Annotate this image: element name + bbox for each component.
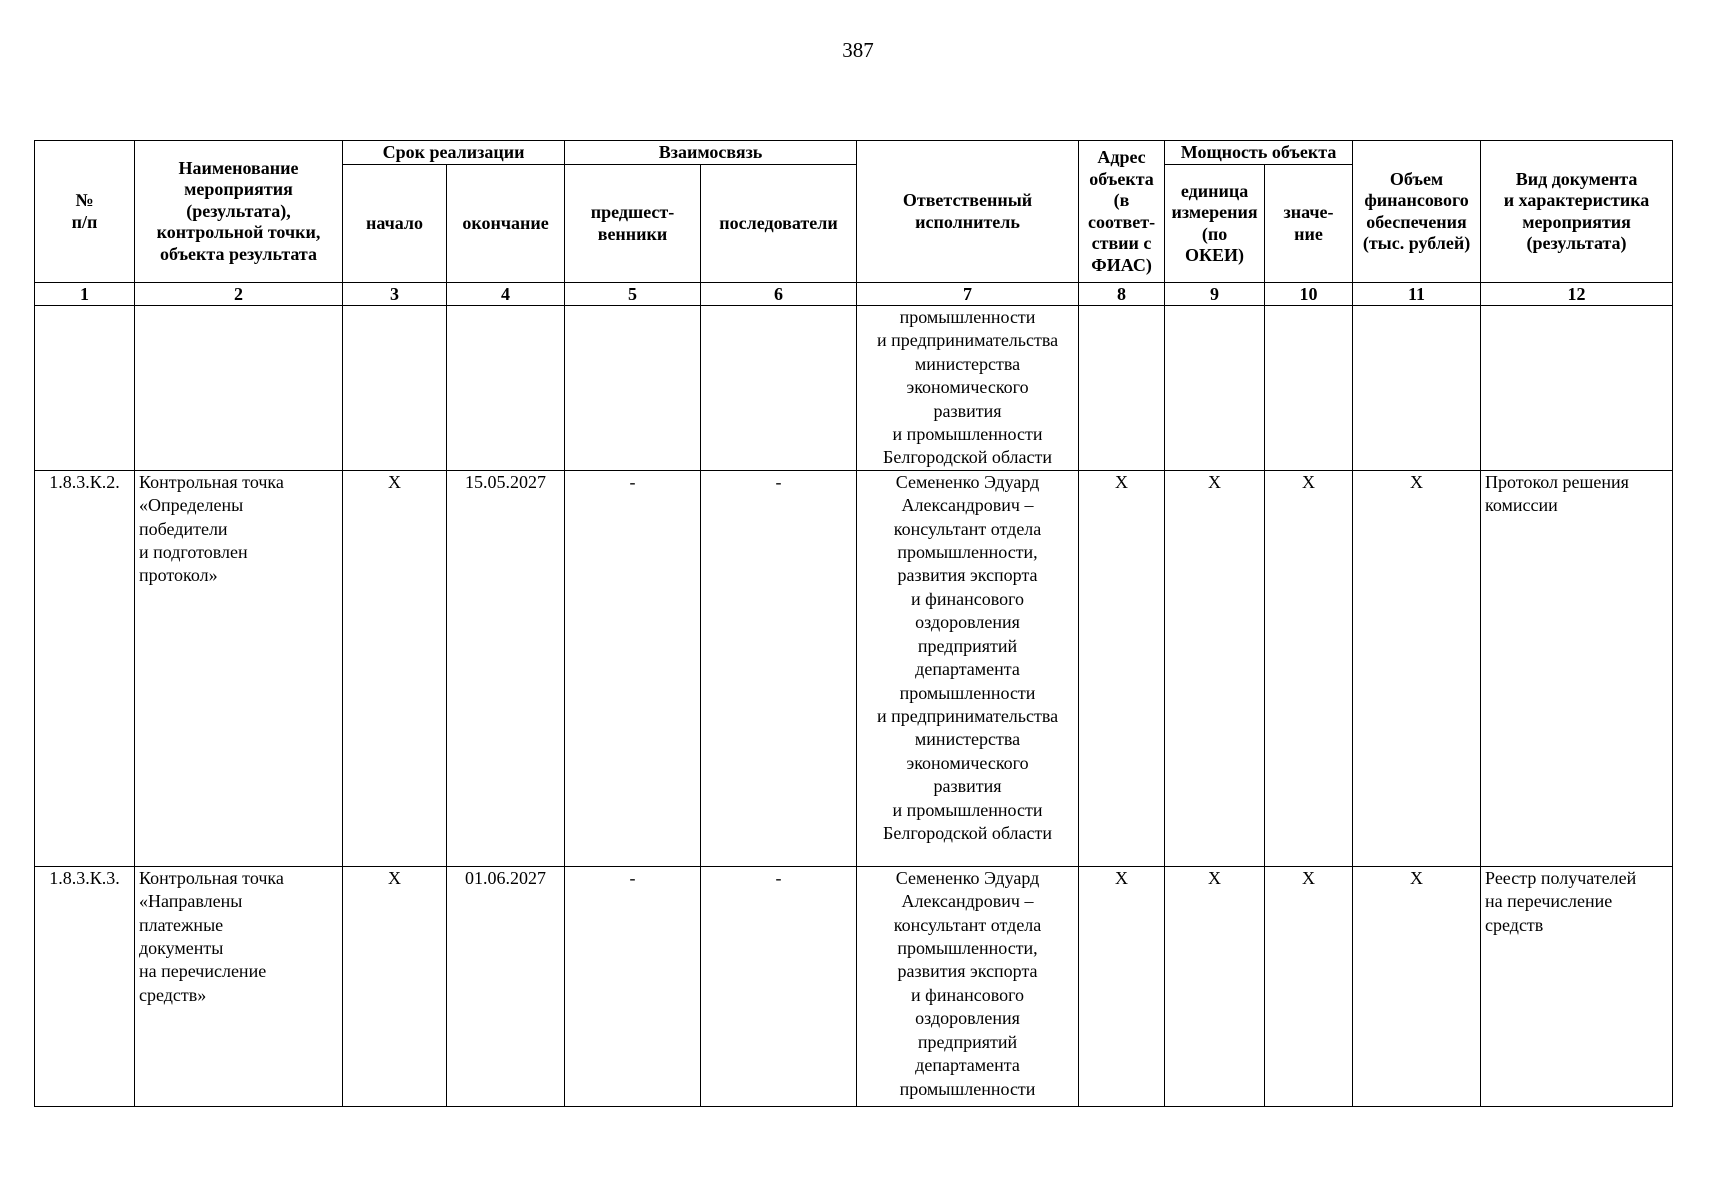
row-doc-type: Протокол решения комиссии xyxy=(1481,470,1673,866)
header-predecessors: предшест- венники xyxy=(565,165,701,283)
row-address xyxy=(1079,306,1165,471)
row-address: Х xyxy=(1079,470,1165,866)
row-predecessors xyxy=(565,306,701,471)
row-successors: - xyxy=(701,470,857,866)
header-address: Адрес объекта (в соответ- ствии с ФИАС) xyxy=(1079,141,1165,283)
row-doc-type xyxy=(1481,306,1673,471)
header-doc-type: Вид документа и характеристика мероприятия (результата) xyxy=(1481,141,1673,283)
row-value xyxy=(1265,306,1353,471)
column-number: 10 xyxy=(1265,283,1353,306)
header-num: № п/п xyxy=(35,141,135,283)
row-finance: Х xyxy=(1353,470,1481,866)
header-responsible: Ответственный исполнитель xyxy=(857,141,1079,283)
table-header xyxy=(35,141,1673,283)
header-start: начало xyxy=(343,165,447,283)
row-unit: Х xyxy=(1165,470,1265,866)
row-responsible: Семененко Эдуард Александрович – консультант отдела промышленности, развития экспорта и финансового оздоровления предприятий департамента промышленности и предпринимательства министерства экономического развития и промышленности Белгородской области xyxy=(857,470,1079,866)
column-number: 5 xyxy=(565,283,701,306)
row-start: Х xyxy=(343,866,447,1106)
table-row xyxy=(35,866,1673,1106)
header-end: окончание xyxy=(447,165,565,283)
header-successors: последователи xyxy=(701,165,857,283)
header-group-term: Срок реализации xyxy=(343,141,565,165)
column-number: 9 xyxy=(1165,283,1265,306)
row-successors xyxy=(701,306,857,471)
row-predecessors: - xyxy=(565,470,701,866)
header-name: Наименование мероприятия (результата), контрольной точки, объекта результата xyxy=(135,141,343,283)
row-unit xyxy=(1165,306,1265,471)
row-num xyxy=(35,306,135,471)
row-name xyxy=(135,306,343,471)
column-number: 7 xyxy=(857,283,1079,306)
row-name: Контрольная точка «Определены победители и подготовлен протокол» xyxy=(135,470,343,866)
page-number: 387 xyxy=(842,38,874,62)
row-responsible: Семененко Эдуард Александрович – консультант отдела промышленности, развития экспорта и финансового оздоровления предприятий департамента промышленности xyxy=(857,866,1079,1106)
row-end xyxy=(447,306,565,471)
column-number: 2 xyxy=(135,283,343,306)
row-end: 15.05.2027 xyxy=(447,470,565,866)
row-num: 1.8.3.К.3. xyxy=(35,866,135,1106)
row-num: 1.8.3.К.2. xyxy=(35,470,135,866)
activities-table xyxy=(34,140,1673,1107)
column-number: 6 xyxy=(701,283,857,306)
column-number: 12 xyxy=(1481,283,1673,306)
row-successors: - xyxy=(701,866,857,1106)
row-end: 01.06.2027 xyxy=(447,866,565,1106)
row-value: Х xyxy=(1265,470,1353,866)
row-finance xyxy=(1353,306,1481,471)
row-unit: Х xyxy=(1165,866,1265,1106)
row-name: Контрольная точка «Направлены платежные документы на перечисление средств» xyxy=(135,866,343,1106)
row-doc-type: Реестр получателей на перечисление средств xyxy=(1481,866,1673,1106)
column-number: 4 xyxy=(447,283,565,306)
row-start xyxy=(343,306,447,471)
column-number: 1 xyxy=(35,283,135,306)
header-unit: единица измерения (по ОКЕИ) xyxy=(1165,165,1265,283)
header-group-link: Взаимосвязь xyxy=(565,141,857,165)
row-value: Х xyxy=(1265,866,1353,1106)
row-start: Х xyxy=(343,470,447,866)
column-numbers-row xyxy=(35,283,1673,306)
header-value: значе- ние xyxy=(1265,165,1353,283)
table-row xyxy=(35,470,1673,866)
column-number: 3 xyxy=(343,283,447,306)
row-predecessors: - xyxy=(565,866,701,1106)
table-row xyxy=(35,306,1673,471)
row-finance: Х xyxy=(1353,866,1481,1106)
row-responsible: промышленности и предпринимательства министерства экономического развития и промышленности Белгородской области xyxy=(857,306,1079,471)
header-finance: Объем финансового обеспечения (тыс. рублей) xyxy=(1353,141,1481,283)
column-number: 8 xyxy=(1079,283,1165,306)
column-number: 11 xyxy=(1353,283,1481,306)
header-group-capacity: Мощность объекта xyxy=(1165,141,1353,165)
row-address: Х xyxy=(1079,866,1165,1106)
